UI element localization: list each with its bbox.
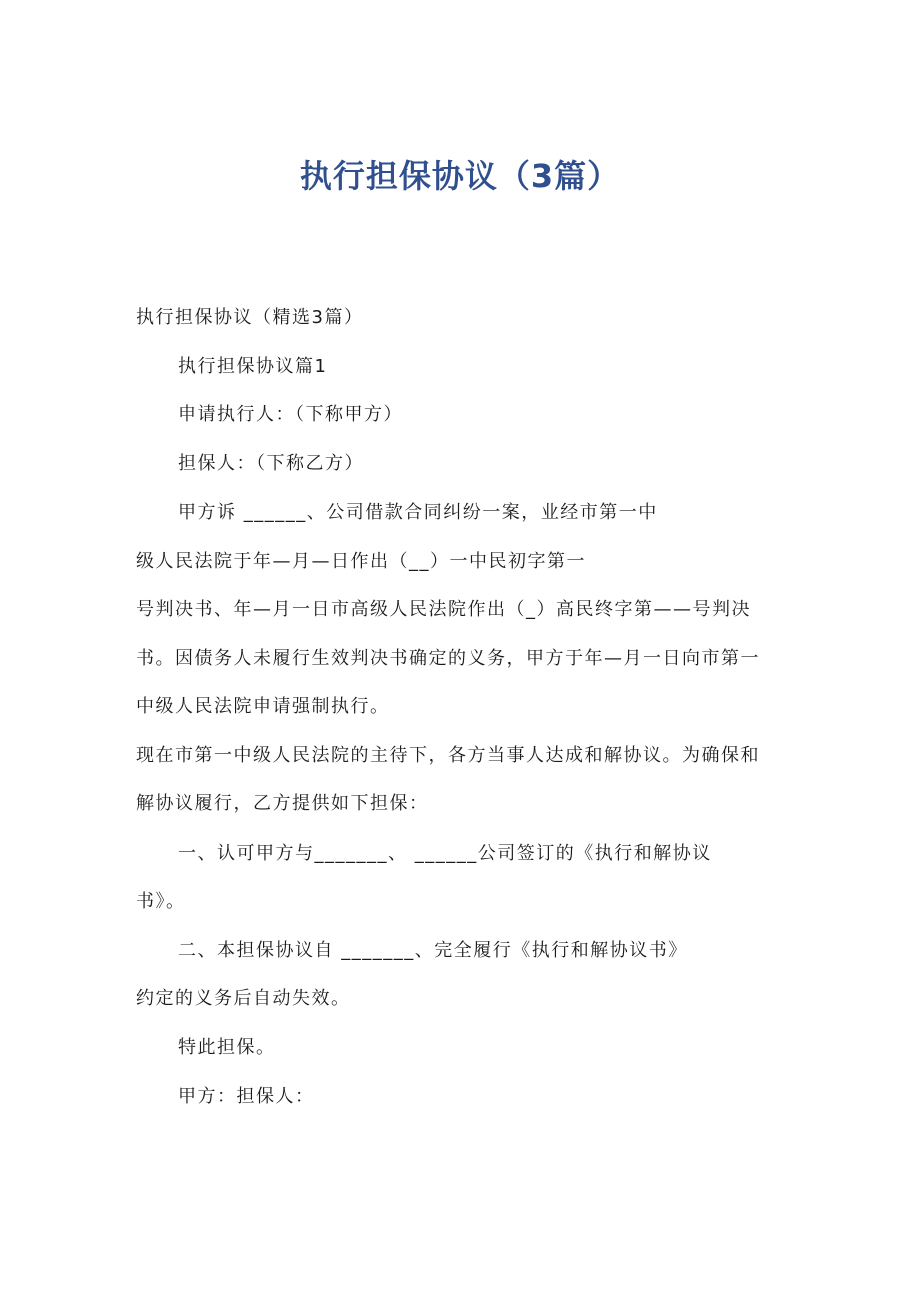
clause-line: 一、认可甲方与_______、 ______公司签订的《执行和解协议 [178,843,712,864]
clause-line: 约定的义务后自动失效。 [136,988,351,1009]
paragraph-line: 甲方诉 ______、公司借款合同纠纷一案，业经市第一中 [178,502,658,523]
subtitle-line: 执行担保协议（精选3篇） [136,307,364,328]
closing-line: 特此担保。 [178,1037,276,1058]
guarantor-line: 担保人：（下称乙方） [178,453,364,474]
paragraph-line: 中级人民法院申请强制执行。 [136,696,390,717]
signature-line: 甲方：担保人： [178,1086,315,1107]
paragraph-line: 书。因债务人未履行生效判决书确定的义务，甲方于年—月一日向市第一 [136,648,760,669]
paragraph-line: 级人民法院于年—月—日作出（__）一中民初字第一 [136,551,586,572]
document-title: 执行担保协议（3篇） [299,157,621,195]
clause-line: 书》。 [136,891,186,912]
paragraph-line: 解协议履行，乙方提供如下担保： [136,793,429,814]
applicant-line: 申请执行人：（下称甲方） [178,404,403,425]
paragraph-line: 号判决书、年—月一日市高级人民法院作出（_）高民终字第——号判决 [136,599,751,620]
clause-line: 二、本担保协议自 _______、完全履行《执行和解协议书》 [178,940,688,961]
section-heading: 执行担保协议篇1 [178,356,328,377]
paragraph-line: 现在市第一中级人民法院的主待下，各方当事人达成和解协议。为确保和 [136,745,760,766]
